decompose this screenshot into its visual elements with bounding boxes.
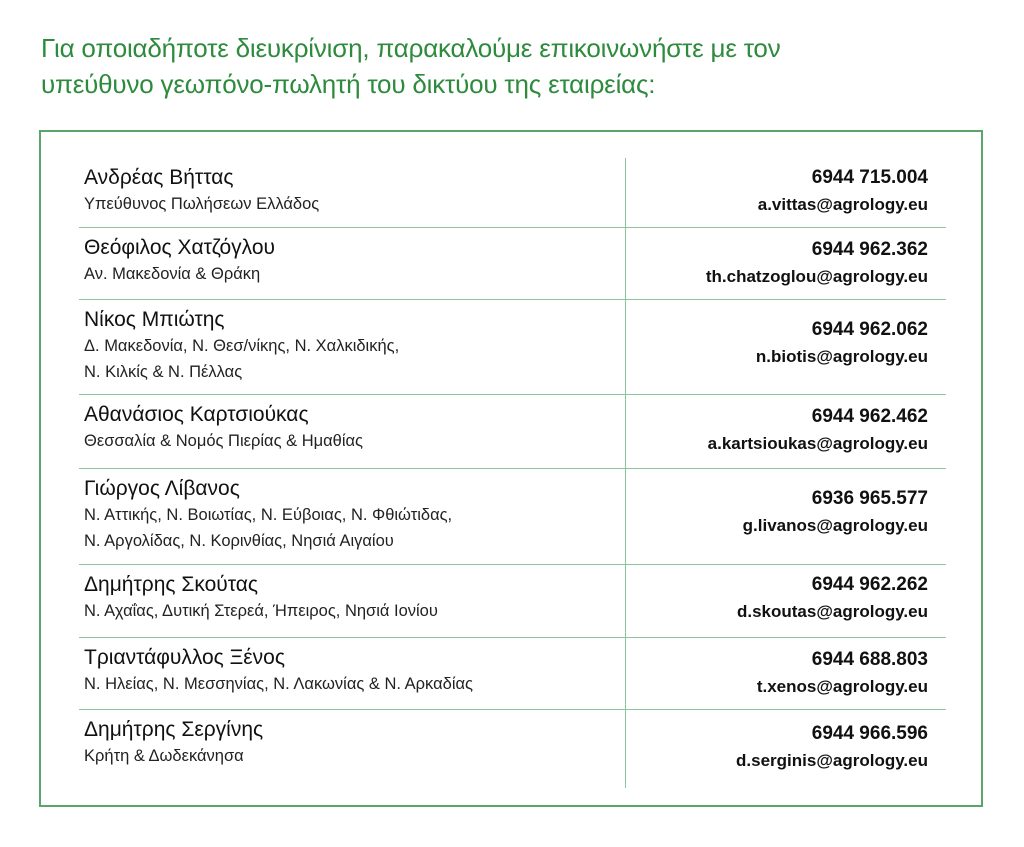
intro-text	[41, 30, 941, 102]
contact-row	[79, 300, 946, 395]
contact-info	[84, 638, 614, 697]
contact-name: Αθανάσιος Καρτσιούκας	[84, 403, 309, 426]
contact-row	[79, 469, 946, 565]
contact-region: Ν. Ηλείας, Ν. Μεσσηνίας, Ν. Λακωνίας & Ν. Αρκαδίας	[84, 675, 473, 693]
contact-info	[84, 395, 614, 454]
contact-row	[79, 638, 946, 710]
contact-details	[708, 403, 928, 457]
contact-info	[84, 300, 614, 385]
contact-row	[79, 565, 946, 638]
intro-line-2: υπεύθυνο γεωπόνο-πωλητή του δικτύου της εταιρείας:	[41, 69, 656, 99]
contact-details	[706, 236, 928, 290]
contact-row	[79, 228, 946, 300]
contact-phone[interactable]: 6944 962.262	[811, 574, 928, 595]
contact-phone[interactable]: 6944 962.462	[811, 406, 928, 427]
contact-email[interactable]: d.skoutas@agrology.eu	[736, 602, 928, 621]
contact-phone[interactable]: 6944 966.596	[811, 723, 928, 744]
contact-region: Θεσσαλία & Νομός Πιερίας & Ημαθίας	[84, 432, 363, 450]
contact-row	[79, 395, 946, 469]
contact-region: Ν. Αργολίδας, Ν. Κορινθίας, Νησιά Αιγαίου	[84, 532, 394, 550]
contact-region: Αν. Μακεδονία & Θράκη	[84, 265, 261, 283]
contact-info	[84, 469, 614, 554]
contact-details	[756, 316, 928, 370]
contact-info	[84, 565, 614, 624]
contact-name: Γιώργος Λίβανος	[84, 477, 240, 500]
contact-info	[84, 710, 614, 769]
contact-name: Θεόφιλος Χατζόγλου	[84, 236, 275, 259]
contact-region: Υπεύθυνος Πωλήσεων Ελλάδος	[84, 195, 320, 213]
contact-name: Δημήτρης Σεργίνης	[84, 718, 264, 741]
contact-region: Δ. Μακεδονία, Ν. Θεσ/νίκης, Ν. Χαλκιδικής,	[84, 337, 400, 355]
contact-details	[737, 571, 928, 625]
contact-name: Νίκος Μπιώτης	[84, 308, 225, 331]
contact-email[interactable]: g.livanos@agrology.eu	[742, 516, 928, 535]
contact-email[interactable]: a.vittas@agrology.eu	[757, 195, 928, 214]
contact-row	[79, 158, 946, 228]
contact-name: Ανδρέας Βήττας	[84, 166, 234, 189]
contact-phone[interactable]: 6944 715.004	[811, 167, 928, 188]
contact-email[interactable]: t.xenos@agrology.eu	[756, 677, 928, 696]
intro-line-1: Για οποιαδήποτε διευκρίνιση, παρακαλούμε επικοινωνήστε με τον	[41, 33, 781, 63]
contact-row	[79, 710, 946, 785]
contact-email[interactable]: th.chatzoglou@agrology.eu	[705, 267, 928, 286]
contact-phone[interactable]: 6936 965.577	[811, 488, 928, 509]
contact-region: Ν. Κιλκίς & Ν. Πέλλας	[84, 363, 243, 381]
contact-region: Ν. Αττικής, Ν. Βοιωτίας, Ν. Εύβοιας, Ν. Φθιώτιδας,	[84, 506, 453, 524]
contact-phone[interactable]: 6944 688.803	[811, 649, 928, 670]
contact-details	[757, 646, 928, 700]
contact-phone[interactable]: 6944 962.062	[811, 319, 928, 340]
contact-name: Τριαντάφυλλος Ξένος	[84, 646, 285, 669]
contact-email[interactable]: d.serginis@agrology.eu	[736, 751, 928, 770]
contact-email[interactable]: n.biotis@agrology.eu	[755, 347, 928, 366]
contacts-list	[79, 158, 946, 785]
contact-region: Ν. Αχαΐας, Δυτική Στερεά, Ήπειρος, Νησιά Ιονίου	[84, 602, 438, 620]
contact-email[interactable]: a.kartsioukas@agrology.eu	[707, 434, 928, 453]
contact-details	[743, 485, 928, 539]
contact-info	[84, 228, 614, 287]
contact-info	[84, 158, 614, 217]
contact-phone[interactable]: 6944 962.362	[811, 239, 928, 260]
contact-name: Δημήτρης Σκούτας	[84, 573, 259, 596]
contact-region: Κρήτη & Δωδεκάνησα	[84, 747, 244, 765]
contact-details	[736, 720, 928, 774]
contact-details	[758, 164, 928, 218]
